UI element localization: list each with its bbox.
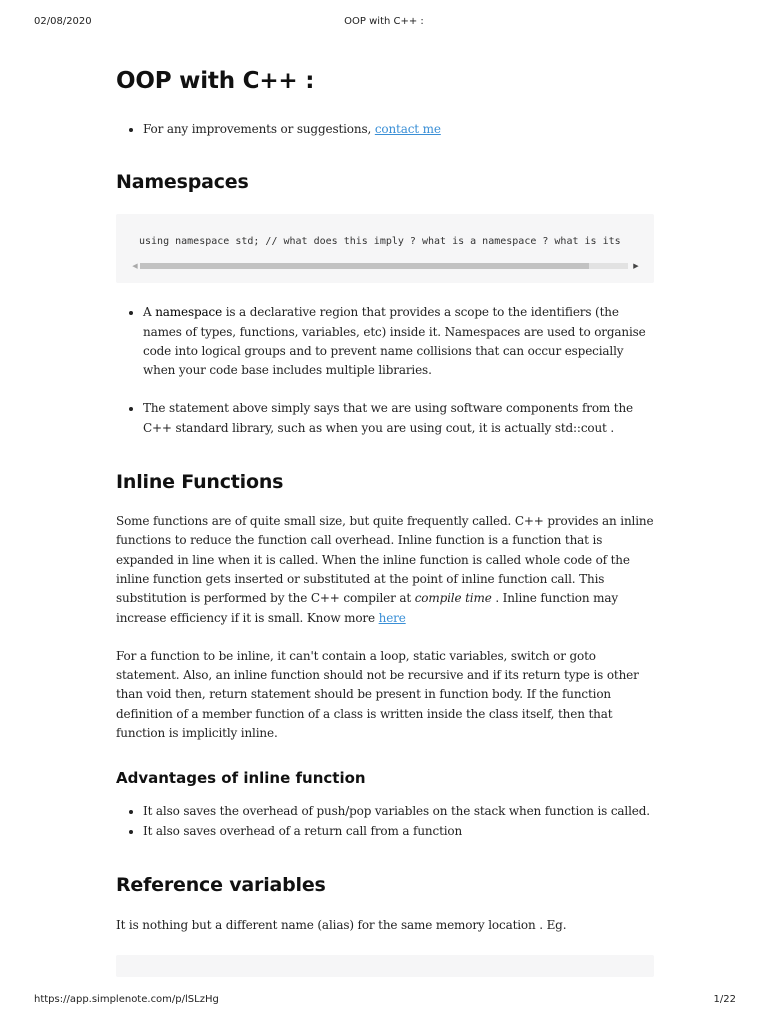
- code-line: using namespace std; // what does this imply ? what is a namespace ? what is its: [139, 236, 621, 248]
- list-item: • The statement above simply says that we are using software components from the C++ standard library, such as when you are using cout, it is actually std::cout .: [143, 399, 654, 438]
- list-item: • It also saves the overhead of push/pop variables on the stack when function is called.: [143, 802, 654, 821]
- scroll-right-icon[interactable]: ▶: [633, 262, 639, 271]
- note-content: [116, 58, 654, 977]
- section-heading-advantages: Advantages of inline function: [116, 769, 366, 788]
- intro-text: For any improvements or suggestions,: [143, 122, 375, 136]
- namespace-term: namespace: [155, 305, 223, 320]
- know-more-link[interactable]: here: [378, 610, 406, 625]
- paragraph: It is nothing but a different name (alias) for the same memory location . Eg.: [116, 917, 567, 932]
- print-footer: [0, 994, 768, 1014]
- intro-list: [116, 120, 654, 139]
- print-date: 02/08/2020: [34, 16, 92, 27]
- paragraph: For a function to be inline, it can't contain a loop, static variables, switch or goto statement. Also, an inline function should not be recursive and if its return type is other than void then, return statement should be present in function body. If the function definition of a member function of a class is written inside the class itself, then that function is implicitly inline.: [116, 648, 639, 741]
- code-block: [116, 214, 654, 283]
- print-url: https://app.simplenote.com/p/lSLzHg: [34, 994, 219, 1005]
- bullet-text: A: [143, 305, 156, 320]
- paragraph: [116, 512, 654, 628]
- compile-time-term: compile time: [414, 591, 492, 606]
- code-block: [116, 955, 654, 977]
- paragraph-text: . Inline function may increase efficiency if it is small. Know more: [116, 591, 618, 625]
- page-number: 1/22: [713, 994, 736, 1005]
- list-item: [143, 303, 654, 380]
- scroll-thumb[interactable]: [140, 263, 589, 269]
- print-header: [0, 16, 768, 36]
- contact-me-link[interactable]: contact me: [374, 122, 441, 136]
- horizontal-scrollbar[interactable]: [131, 262, 640, 270]
- list-item: [143, 120, 654, 139]
- section-heading-reference-variables: Reference variables: [116, 873, 326, 896]
- section-heading-namespaces: Namespaces: [116, 171, 249, 194]
- bullet-text: is a declarative region that provides a scope to the identifiers (the names of types, functions, variables, etc) inside it. Namespaces are used to organise code into logical groups and to prevent name collisions that can occur especially when your code base includes multiple libraries.: [143, 305, 646, 378]
- section-heading-inline-functions: Inline Functions: [116, 471, 284, 494]
- scroll-left-icon[interactable]: ◀: [132, 262, 138, 271]
- page-title: OOP with C++ :: [116, 68, 315, 94]
- namespace-list: [116, 303, 654, 438]
- print-title: OOP with C++ :: [344, 16, 424, 27]
- paragraph-text: Some functions are of quite small size, but quite frequently called. C++ provides an inline functions to reduce the function call overhead. Inline function is a function that is expanded in line when it is called. When the inline function is called whole code of the inline function gets inserted or substituted at the point of inline function call. This substitution is performed by the C++ compiler at: [116, 514, 654, 606]
- list-item: • It also saves overhead of a return call from a function: [143, 822, 654, 841]
- advantages-list: [116, 802, 654, 841]
